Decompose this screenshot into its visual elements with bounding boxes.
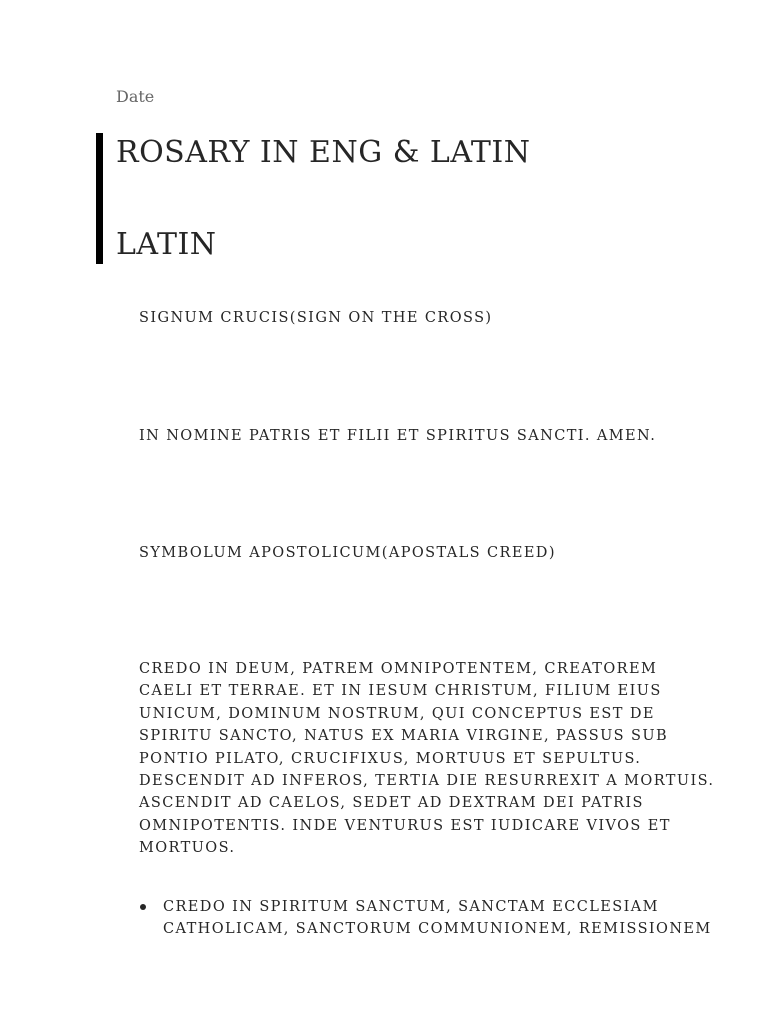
signum-crucis-text: IN NOMINE PATRIS ET FILII ET SPIRITUS SANCTI. AMEN. <box>139 428 657 444</box>
bullet-line: CATHOLICAM, SANCTORUM COMMUNIONEM, REMISSIONEM <box>163 921 712 938</box>
credo-line: MORTUOS. <box>139 840 236 857</box>
symbolum-apostolicum-heading: SYMBOLUM APOSTOLICUM(APOSTALS CREED) <box>139 545 556 561</box>
date-label: Date <box>116 87 155 106</box>
credo-line: CREDO IN DEUM, PATREM OMNIPOTENTEM, CREATOREM <box>139 661 658 677</box>
bullet-line: CREDO IN SPIRITUM SANCTUM, SANCTAM ECCLESIAM <box>163 899 659 915</box>
bullet-icon <box>140 904 146 910</box>
bullet-list <box>139 896 712 941</box>
credo-line: SPIRITU SANCTO, NATUS EX MARIA VIRGINE, PASSUS SUB <box>139 728 669 745</box>
signum-crucis-heading: SIGNUM CRUCIS(SIGN ON THE CROSS) <box>139 310 493 326</box>
list-item <box>139 896 712 941</box>
document-title: ROSARY IN ENG & LATIN <box>116 135 531 170</box>
credo-line: OMNIPOTENTIS. INDE VENTURUS EST IUDICARE VIVOS ET <box>139 817 671 834</box>
credo-line: CAELI ET TERRAE. ET IN IESUM CHRISTUM, FILIUM EIUS <box>139 683 662 700</box>
credo-line: PONTIO PILATO, CRUCIFIXUS, MORTUUS ET SEPULTUS. <box>139 750 642 767</box>
credo-line: UNICUM, DOMINUM NOSTRUM, QUI CONCEPTUS EST DE <box>139 705 655 722</box>
document-subtitle: LATIN <box>116 227 217 262</box>
title-block <box>96 133 656 264</box>
title-accent-bar <box>96 133 103 264</box>
credo-line: ASCENDIT AD CAELOS, SEDET AD DEXTRAM DEI PATRIS <box>139 795 644 812</box>
credo-line: DESCENDIT AD INFEROS, TERTIA DIE RESURREXIT A MORTUIS. <box>139 773 715 790</box>
credo-paragraph <box>139 658 715 860</box>
